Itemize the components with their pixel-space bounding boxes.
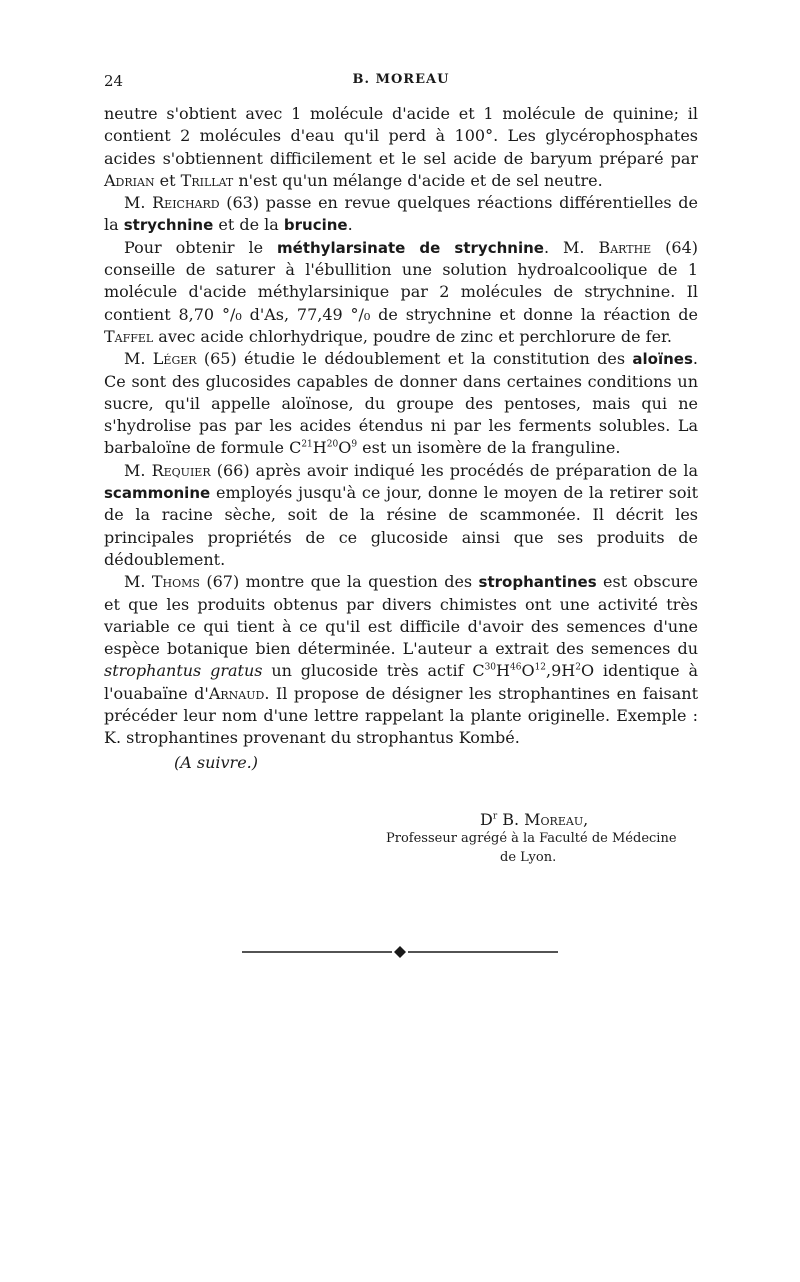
author-name: Barthe: [598, 237, 652, 257]
text: D: [480, 810, 493, 829]
author-name: Thoms: [151, 572, 200, 592]
paragraph-3: [104, 237, 698, 348]
body-text: [104, 103, 698, 774]
signature-city: de Lyon.: [500, 850, 557, 865]
text: Pour obtenir le: [124, 237, 278, 257]
superscript: 2: [575, 663, 581, 674]
text: avec acide chlorhydrique, poudre de zinc et perchlorure de fer.: [153, 326, 673, 346]
page-header: [104, 72, 698, 94]
text: O: [521, 661, 535, 681]
page-number: 24: [104, 72, 124, 90]
text: n'est qu'un mélange d'acide et de sel neutre.: [233, 170, 603, 190]
text: O: [338, 438, 352, 458]
text: est un isomère de la franguline.: [357, 438, 621, 458]
bold-term: strychnine: [123, 216, 214, 235]
text: . M.: [543, 237, 599, 257]
superscript: 21: [301, 440, 313, 451]
bold-term: brucine: [283, 216, 348, 235]
paragraph-4: [104, 348, 698, 459]
superscript: 20: [326, 440, 339, 451]
text: M.: [124, 349, 153, 369]
signature-block: [380, 810, 700, 867]
text: (64) conseille de saturer à l'ébullition une solution hydroalcoolique de 1 molécule d'acide méthylarsinique par 2 molécules de strychnine. Il contient 8,70 °/₀ d'As, 77,49 °/₀ de strychnine et donne la réaction de: [104, 237, 698, 324]
text: M.: [124, 193, 153, 213]
text: . Ce sont des glucosides capables de donner dans certaines conditions un sucre, qu'il appelle aloïnose, du groupe des pentoses, mais qui ne s'hydrolise pas par les acides étendus ni par les ferments solubles. La barbaloïne de formule C: [104, 349, 698, 458]
bold-term: méthylarsinate de strychnine: [277, 238, 544, 257]
text: M.: [124, 460, 152, 480]
paragraph-5: [104, 460, 698, 571]
bold-term: strophantines: [478, 573, 597, 592]
to-be-continued: (A suivre.): [174, 752, 258, 772]
text: M.: [124, 572, 152, 592]
text: H: [312, 438, 327, 458]
text: et: [154, 170, 181, 190]
italic-term: strophantus gratus: [104, 661, 263, 681]
text: .: [347, 215, 353, 235]
divider-ornament: [242, 946, 558, 958]
bold-term: scammonine: [104, 484, 211, 503]
author-name: Arnaud: [208, 683, 265, 703]
bold-term: aloïnes: [632, 350, 693, 369]
signature-name: [380, 810, 700, 829]
author-name: Léger: [152, 349, 197, 369]
author-name: Taffel: [104, 326, 154, 346]
text: B. Moreau,: [497, 810, 589, 829]
signature-role: Professeur agrégé à la Faculté de Médecine: [386, 831, 677, 846]
text: (65) étudie le dédoublement et la constitution des: [196, 349, 633, 369]
text: neutre s'obtient avec 1 molécule d'acide et 1 molécule de quinine; il contient 2 molécules d'eau qu'il perd à 100°. Les glycérophosphates acides s'obtiennent difficilement et le sel acide de baryum préparé par: [104, 104, 698, 168]
superscript: 12: [534, 663, 547, 674]
text: (67) montre que la question des: [199, 572, 479, 592]
author-name: Trillat: [180, 170, 234, 190]
text: H: [496, 661, 510, 681]
text: et de la: [213, 215, 284, 235]
superscript: r: [492, 811, 498, 822]
paragraph-6: [104, 571, 698, 749]
text: ,9H: [546, 661, 576, 681]
superscript: 46: [509, 663, 522, 674]
running-head: B. MOREAU: [352, 72, 450, 87]
text: un glucoside très actif C: [262, 661, 485, 681]
author-name: Requier: [151, 460, 211, 480]
author-name: Reichard: [152, 193, 220, 213]
text: (66) après avoir indiqué les procédés de préparation de la: [210, 460, 698, 480]
text: est obscure et que les produits obtenus par divers chimistes ont une activité très variable ce qui tient à ce qu'il est difficile d'avoir des semences d'une espèce botanique bien déterminée. L'auteur a extrait des semences du: [104, 572, 699, 659]
text: (63) passe en revue quelques réactions différentielles de la: [104, 193, 698, 235]
paragraph-1: [104, 103, 698, 192]
paragraph-2: [104, 192, 698, 237]
superscript: 30: [484, 663, 497, 674]
author-name: Adrian: [104, 170, 155, 190]
superscript: 9: [351, 440, 358, 451]
text: employés jusqu'à ce jour, donne le moyen de la retirer soit de la racine sèche, soit de la résine de scammonée. Il décrit les principales propriétés de ce glucoside ainsi que ses produits de dédoublement.: [104, 483, 698, 569]
text: . Il propose de désigner les strophantines en faisant précéder leur nom d'une lettre rappelant la plante originelle. Exemple : K. strophantines provenant du strophantus Kombé.: [104, 683, 698, 748]
text: O identique à l'ouabaïne d': [104, 661, 699, 703]
